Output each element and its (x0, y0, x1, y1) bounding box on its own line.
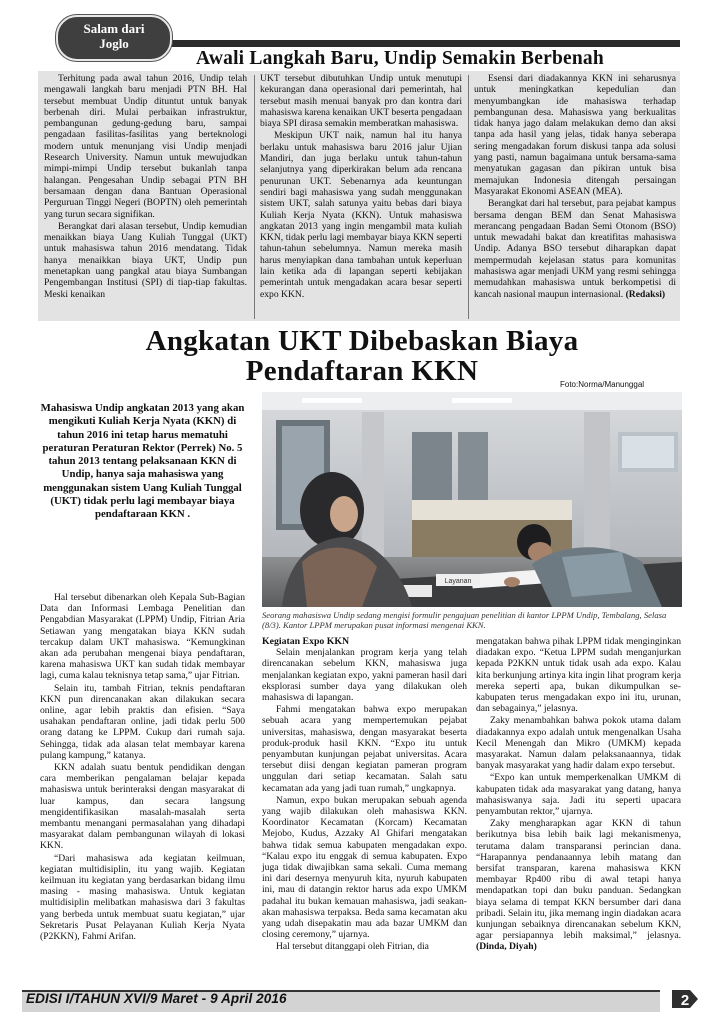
column-divider (468, 75, 469, 319)
photo-credit: Foto:Norma/Manunggal (560, 380, 645, 389)
article-column-1 (40, 592, 245, 943)
paragraph: Terhitung pada awal tahun 2016, Undip telah mengawali langkah baru menjadi PTN BH. Hal tersebut membuat Undip dituntut untuk banyak berbenah diri. Mulai perbaikan infrastruktur, pembangunan gedung-gedung baru, sampai pengadaan fasilitas-fasilitas yang berteknologi modern untuk menunjang visi Undip menjadi Research University. Namun untuk mewujudkan mimpi-mimpi Undip tersebut bukanlah tanpa halangan. Pengesahan Undip sebagai PTN BH bersamaan dengan dana Bantuan Operasional Perguruan Tinggi Negeri (BOPTN) oleh pemerintah yang turun secara signifikan. (44, 73, 247, 220)
article-column-3 (476, 636, 681, 954)
page-number-badge (670, 984, 700, 1014)
editorial-column-2 (260, 73, 462, 301)
paragraph: mengatakan bahwa pihak LPPM tidak menginginkan diadakan expo. “Ketua LPPM sudah menganjurkan kepada P2KKN untuk tidak usah ada expo. Kalau kita berkunjung artinya kita ingin lihat program kerja mereka seperti apa, bukan dikumpulkan se-kabupaten terus mengadakan expo ini itu, urunan, dan sebagainya,” jelasnya. (476, 636, 681, 715)
article-signoff: (Dinda, Diyah) (476, 941, 537, 953)
article-lead: Mahasiswa Undip angkatan 2013 yang akan mengikuti Kuliah Kerja Nyata (KKN) di tahun 2016 ini tetap harus mematuhi peraturan Peraturan Rektor (Perrek) No. 5 tahun 2013 tentang pelaksanaan KKN di Undip, hanya saja mahasiswa yang menggunakan sistem Uang Kuliah Tunggal (UKT) tidak perlu lagi membayar biaya pendaftaraan KKN . (40, 402, 245, 521)
editorial-signoff: (Redaksi) (625, 288, 666, 300)
article-column-2 (262, 636, 467, 954)
paragraph: Selain itu, tambah Fitrian, teknis pendaftaran KKN pun direncanakan akan dilakukan secara online, agar lebih praktis dan efisien. “Saya usahakan pendaftaran online, jadi tidak perlu 500 orang datang ke LPPM. Cukup dari rumah saja. Sehingga, tidak ada alasan telat membayar karena pulang kampung,” katanya. (40, 682, 245, 761)
paragraph: Namun, expo bukan merupakan sebuah agenda yang wajib dilakukan oleh mahasiswa KKN. Koordinator Kecamatan (Korcam) Kecamatan Mejobo, Kudus, Azzaky Al Ghifari mengatakan bahwa tidak semua kabupaten mengadakan expo. “Kalau expo itu enggak di semua kabupaten. Expo juga tidak diwajibkan sama sekali. Cuma memang ini dari desernya menyuruh kita, nyuruh kabupaten ini, mau di datangin rektor harus ada expo UMKM padahal itu bukan kemauan mahasiswa, jadi seakan-akan mahasiswa terpaksa. Beda sama kecamatan aku yang udah disepakatin mau ada bazar UMKM dan closing ceremony,” ujarnya. (262, 794, 467, 941)
photo-caption: Seorang mahasiswa Undip sedang mengisi formulir pengajuan penelitian di kantor LPPM Undip, Tembalang, Selasa (8/3). Kantor LPPM merupakan pusat informasi mengenai KKN. (262, 610, 667, 630)
paragraph: Fahmi mengatakan bahwa expo merupakan sebuah acara yang mempertemukan pejabat universitas, mahasiswa, dengan masyarakat beserta produk-produk hasil KKN. “Expo itu untuk penyambutan kunjungan pejabat universitas. Acara tersebut diisi dengan kegiatan pameran program unggulan dari setiap kecamatan. Salah satu kecamatan ada yang jadi tuan rumah,” ungkapnya. (262, 704, 467, 794)
paragraph-text: Zaky mengharapkan agar KKN di tahun berikutnya bisa lebih baik lagi mekanismenya, terutama dalam transparansi perincian dana. “Harapannya pendanaannya lebih matang dan bersifat transparan, karena mahasiswa KKN membayar Rp400 ribu di awal tetapi hanya mendapatkan topi dan buku panduan. Sedangkan biaya selama di tempat KKN bersumber dari dana pribadi. Selain itu, jika memang ingin diadakan acara kunjungan sebaiknya direncanakan sebelum KKN, agar persiapannya lebih maksimal,” jelasnya. (476, 818, 681, 942)
badge-line-2: Joglo (99, 36, 129, 51)
editorial-title: Awali Langkah Baru, Undip Semakin Berbenah (196, 48, 604, 69)
paragraph: Esensi dari diadakannya KKN ini seharusnya untuk meningkatkan kepedulian dan menyumbangkan ide mahasiswa terhadap pembangunan desa. Mahasiswa yang berkualitas tidak hanya jago dalam melakukan demo dan aksi tanpa ada hasil yang jelas, tidak hanya seberapa sering mengadakan forum diskusi tanpa ada solusi yang pasti, namun bagaimana untuk bersama-sama menyatukan gagasan dan pikiran untuk bisa memajukan Indonesia ditengah persaingan Masyarakat Ekonomi ASEAN (MEA). (474, 73, 676, 197)
paragraph: KKN adalah suatu bentuk pendidikan dengan cara memberikan pengalaman belajar kepada mahasiswa untuk berinteraksi dengan masyarakat di luar kampus, dan secara langsung mengidentifikasikan masalah-masalah serta membantu menangani permasalahan yang dihadapi masyarakat dalam pembangunan wilayah di lokasi KKN. (40, 762, 245, 852)
photo-illustration (262, 392, 682, 607)
article-title-line-1: Angkatan UKT Dibebaskan Biaya (145, 325, 579, 357)
editorial-column-1 (44, 73, 247, 301)
page-number-shape (670, 984, 700, 1014)
paragraph: Hal tersebut ditanggapi oleh Fitrian, dia (276, 941, 429, 953)
section-badge (56, 15, 172, 61)
editorial-column-3 (474, 73, 676, 301)
section-heading: Kegiatan Expo KKN (262, 636, 350, 647)
header-rule (160, 40, 680, 47)
paragraph: Zaky menambahkan bahwa pokok utama dalam diadakannya expo adalah untuk mengenalkan Usaha Kecil Menengah dan Mikro (UMKM) kepada masyarakat. Namun dalam pelaksanaannya, tidak banyak masyarakat yang hadir dalam expo tersebut. (476, 715, 681, 772)
paragraph: “Dari mahasiswa ada kegiatan keilmuan, kegiatan multidisiplin, itu yang wajib. Kegiatan keilmuan itu kegiatan yang berdasarkan bidang ilmu masing - masing mahasiswa. Untuk kegiatan multidisiplin melibatkan mahasiswa dari 3 fakultas yang berbeda untuk membuat suatu kegiatan,” ujar Sekretaris Pusat Pelayanan Kuliah Kerja Nyata (P2KKN), Fahmi Arifan. (40, 852, 245, 943)
desk-sign: Layanan (444, 578, 472, 585)
article-title (40, 326, 684, 386)
paragraph: UKT tersebut dibutuhkan Undip untuk menutupi kekurangan dana operasional dari pemerintah, hal tersebut masih menuai banyak pro dan kontra dari mahasiswa karena kenaikan UKT beserta pengadaan biaya SPI dirasa semakin memberatkan mahasiswa. (260, 73, 463, 130)
paragraph: Meskipun UKT naik, namun hal itu hanya berlaku untuk mahasiswa baru 2016 jalur Ujian Mandiri, dan juga berlaku untuk tahun-tahun selanjutnya yang diperkirakan belum ada rencana penurunan UKT. Sebenarnya ada keuntungan sendiri bagi mahasiswa yang sudah menggunakan sistem UKT, salah satunya yaitu bebas dari biaya Kuliah Kerja Nyata (KKN). Untuk mahasiswa angkatan 2013 yang ingin mengambil mata kuliah KKN, tidak perlu lagi membayar biaya KKN seperti tahun-tahun sebelumnya. Namun mereka masih harus menyiapkan dana tambahan untuk keperluan lain ketika ada di lapangan seperti kebijakan pemerintah untuk mengadakan acara besar seperti expo KKN. (260, 130, 462, 300)
edition-label: EDISI I/TAHUN XVI/9 Maret - 9 April 2016 (26, 991, 287, 1006)
paragraph: Berangkat dari alasan tersebut, Undip kemudian menaikkan biaya Uang Kuliah Tunggal (UKT) untuk mahasiswa tahun 2016 mendatang. Tidak hanya menaikkan biaya UKT, Undip pun menetapkan uang pangkal atau biaya Sumbangan Pengembangan Institusi (SPI) di tiap-tiap fakultas. Meski kenaikan (44, 220, 247, 300)
paragraph (476, 818, 681, 952)
paragraph: Selain menjalankan program kerja yang telah direncanakan sebelum KKN, mahasiswa juga menjalankan kegiatan expo, yakni pameran hasil dari eksplorasi sumber daya yang dilakukan oleh mahasiswa di lapangan. (262, 647, 467, 704)
article-title-line-2: Pendaftaran KKN (245, 355, 479, 387)
badge-line-1: Salam dari (83, 21, 145, 36)
column-divider (254, 75, 255, 319)
paragraph: “Expo kan untuk memperkenalkan UMKM di kabupaten tidak ada masyarakat yang datang, hanya mahasiswanya saja. Jadi itu seperti upacara penyambutan rektor,” ujarnya. (476, 772, 681, 818)
paragraph-text: Berangkat dari hal tersebut, para pejabat kampus bersama dengan BEM dan Senat Mahasiswa merancang pengadaan Badan Semi Otonom (BSO) untuk mewadahi bakat dan kreatifitas mahasiswa Undip. Adanya BSO tersebut diharapkan dapat mempermudah kejelasan status para komunitas mahasiswa agar menjadi UKM yang resmi sehingga memudahkan mahasiswa untuk berkompetisi di kancah nasional maupun internasional. (474, 198, 676, 300)
paragraph: Hal tersebut dibenarkan oleh Kepala Sub-Bagian Data dan Informasi Lembaga Penelitian dan Pengabdian Masyarakat (LPPM) Undip, Fitrian Aria Setiawan yang mengatakan biaya KKN sudah tercakup dalam UKT mahasiswa. “Kemungkinan akan ada perubahan mengenai biaya pendaftaran, karena mahasiswa UKT kan sudah tidak membayar lagi, cuma kalau teknisnya tetap sama,” ujar Fitrian. (40, 592, 245, 682)
article-photo (262, 392, 682, 607)
page-number: 2 (680, 992, 690, 1009)
paragraph (474, 198, 676, 300)
